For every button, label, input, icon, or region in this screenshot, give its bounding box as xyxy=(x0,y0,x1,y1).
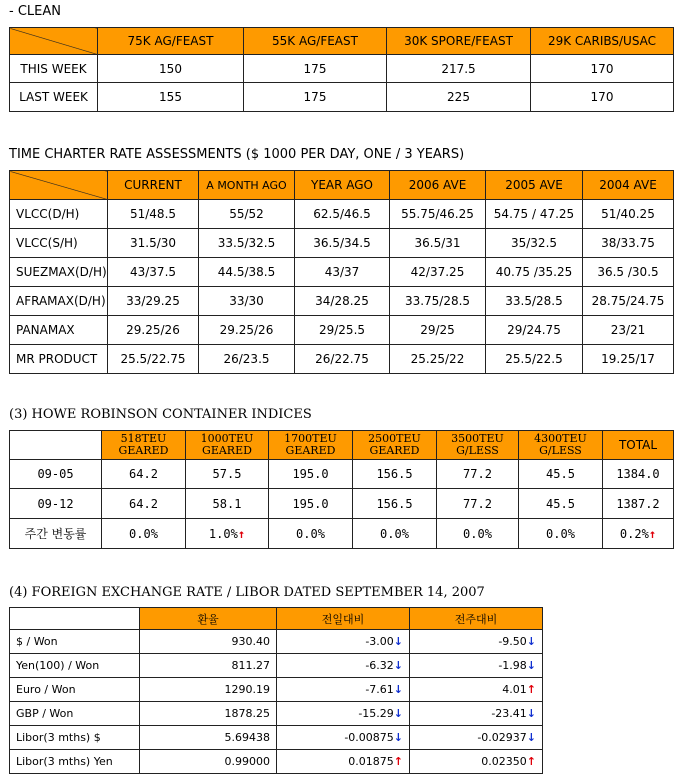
table-cell xyxy=(603,519,674,549)
header-line: GEARED xyxy=(202,444,252,457)
table-cell: 58.1 xyxy=(186,489,269,519)
change-value: 4.01 xyxy=(502,683,527,696)
down-arrow-icon: ↓ xyxy=(393,731,403,744)
change-value: 0.2% xyxy=(619,526,649,541)
table-row xyxy=(10,489,674,519)
day-change-cell xyxy=(277,726,410,750)
up-arrow-icon: ↑ xyxy=(526,683,536,696)
table-row xyxy=(10,726,543,750)
table-cell: 51/40.25 xyxy=(583,200,674,229)
header-line: 1000TEU xyxy=(200,432,254,445)
table-cell: 34/28.25 xyxy=(295,287,390,316)
table-cell: 156.5 xyxy=(353,460,437,489)
table-cell: 36.5/31 xyxy=(390,229,486,258)
table-cell: 31.5/30 xyxy=(108,229,199,258)
row-label: 주간 변동률 xyxy=(10,519,102,549)
table-row xyxy=(10,229,674,258)
table-cell: 217.5 xyxy=(387,55,531,83)
table-cell xyxy=(519,519,603,549)
clean-section-title: - CLEAN xyxy=(9,4,61,19)
column-header: 55K AG/FEAST xyxy=(244,28,387,55)
change-value: -23.41 xyxy=(491,707,527,720)
table-cell: 33.5/32.5 xyxy=(199,229,295,258)
table-row xyxy=(10,83,674,112)
column-header: TOTAL xyxy=(603,431,674,460)
row-label: VLCC(S/H) xyxy=(10,229,108,258)
table-cell: 156.5 xyxy=(353,489,437,519)
down-arrow-icon: ↓ xyxy=(526,635,536,648)
up-arrow-icon: ↑ xyxy=(526,755,536,768)
table-cell: 19.25/17 xyxy=(583,345,674,374)
row-label: GBP / Won xyxy=(10,702,140,726)
column-header xyxy=(186,431,269,460)
header-line: 518TEU xyxy=(120,432,167,445)
column-header: 환율 xyxy=(140,608,277,630)
table-row xyxy=(10,55,674,83)
week-change-cell xyxy=(410,678,543,702)
week-change-cell xyxy=(410,654,543,678)
table-cell: 175 xyxy=(244,55,387,83)
corner-cell xyxy=(10,28,98,55)
table-cell: 33/30 xyxy=(199,287,295,316)
table-row xyxy=(10,519,674,549)
column-header: YEAR AGO xyxy=(295,171,390,200)
time-charter-table xyxy=(9,170,674,374)
up-arrow-icon: ↑ xyxy=(393,755,403,768)
table-cell: 28.75/24.75 xyxy=(583,287,674,316)
row-label: PANAMAX xyxy=(10,316,108,345)
table-cell: 40.75 /35.25 xyxy=(486,258,583,287)
table-cell: 55.75/46.25 xyxy=(390,200,486,229)
row-label: Libor(3 mths) Yen xyxy=(10,750,140,774)
table-cell: 57.5 xyxy=(186,460,269,489)
table-cell: 26/22.75 xyxy=(295,345,390,374)
down-arrow-icon: ↓ xyxy=(393,635,403,648)
change-value: -1.98 xyxy=(498,659,527,672)
table-cell: 170 xyxy=(531,55,674,83)
row-label: MR PRODUCT xyxy=(10,345,108,374)
change-value: 0.0% xyxy=(463,526,492,541)
change-value: -3.00 xyxy=(365,635,394,648)
corner-cell xyxy=(10,171,108,200)
header-line: GEARED xyxy=(285,444,336,457)
howe-section-title: (3) HOWE ROBINSON CONTAINER INDICES xyxy=(9,407,312,422)
table-cell: 25.5/22.75 xyxy=(108,345,199,374)
day-change-cell xyxy=(277,678,410,702)
table-cell: 1384.0 xyxy=(603,460,674,489)
change-value: -9.50 xyxy=(498,635,527,648)
header-line: GEARED xyxy=(369,444,420,457)
row-label: $ / Won xyxy=(10,630,140,654)
table-cell: 55/52 xyxy=(199,200,295,229)
table-cell: 155 xyxy=(98,83,244,112)
table-cell: 29/25 xyxy=(390,316,486,345)
week-change-cell xyxy=(410,630,543,654)
table-cell xyxy=(269,519,353,549)
up-arrow-icon: ↑ xyxy=(237,526,246,541)
table-cell: 23/21 xyxy=(583,316,674,345)
table-row xyxy=(10,258,674,287)
table-cell: 1387.2 xyxy=(603,489,674,519)
row-label: VLCC(D/H) xyxy=(10,200,108,229)
table-cell: 35/32.5 xyxy=(486,229,583,258)
row-label: 09-12 xyxy=(10,489,102,519)
table-row xyxy=(10,630,543,654)
table-cell: 62.5/46.5 xyxy=(295,200,390,229)
change-value: -0.02937 xyxy=(477,731,527,744)
change-value: 0.0% xyxy=(380,526,409,541)
table-cell: 51/48.5 xyxy=(108,200,199,229)
column-header xyxy=(437,431,519,460)
table-cell: 29.25/26 xyxy=(108,316,199,345)
row-label: AFRAMAX(D/H) xyxy=(10,287,108,316)
table-row xyxy=(10,460,674,489)
rate-cell: 930.40 xyxy=(140,630,277,654)
up-arrow-icon: ↑ xyxy=(648,526,657,541)
day-change-cell xyxy=(277,702,410,726)
row-label: SUEZMAX(D/H) xyxy=(10,258,108,287)
table-cell: 33/29.25 xyxy=(108,287,199,316)
header-line: 2500TEU xyxy=(368,432,421,445)
table-cell: 64.2 xyxy=(102,460,186,489)
change-value: 0.02350 xyxy=(481,755,527,768)
day-change-cell xyxy=(277,654,410,678)
down-arrow-icon: ↓ xyxy=(526,659,536,672)
table-cell: 175 xyxy=(244,83,387,112)
howe-table xyxy=(9,430,674,549)
header-line: GEARED xyxy=(118,444,169,457)
table-row xyxy=(10,750,543,774)
down-arrow-icon: ↓ xyxy=(393,683,403,696)
rate-cell: 0.99000 xyxy=(140,750,277,774)
rate-cell: 5.69438 xyxy=(140,726,277,750)
change-value: 0.0% xyxy=(546,526,575,541)
table-cell: 26/23.5 xyxy=(199,345,295,374)
table-cell: 170 xyxy=(531,83,674,112)
table-cell: 45.5 xyxy=(519,489,603,519)
header-line: 4300TEU xyxy=(534,432,587,445)
change-value: 1.0% xyxy=(208,526,238,541)
week-change-cell xyxy=(410,726,543,750)
change-value: 0.0% xyxy=(129,526,158,541)
corner-cell xyxy=(10,431,102,460)
table-cell: 29/24.75 xyxy=(486,316,583,345)
row-label: 09-05 xyxy=(10,460,102,489)
clean-table xyxy=(9,27,674,112)
table-row xyxy=(10,702,543,726)
row-label: LAST WEEK xyxy=(10,83,98,112)
table-cell: 33.5/28.5 xyxy=(486,287,583,316)
table-row xyxy=(10,200,674,229)
column-header xyxy=(269,431,353,460)
rate-cell: 1290.19 xyxy=(140,678,277,702)
column-header: 전주대비 xyxy=(410,608,543,630)
table-cell: 25.5/22.5 xyxy=(486,345,583,374)
fx-section-title: (4) FOREIGN EXCHANGE RATE / LIBOR DATED SEPTEMBER 14, 2007 xyxy=(9,585,485,600)
table-cell: 38/33.75 xyxy=(583,229,674,258)
table-cell: 77.2 xyxy=(437,460,519,489)
down-arrow-icon: ↓ xyxy=(393,659,403,672)
column-header xyxy=(102,431,186,460)
column-header xyxy=(519,431,603,460)
table-row xyxy=(10,654,543,678)
corner-cell xyxy=(10,608,140,630)
table-cell: 36.5/34.5 xyxy=(295,229,390,258)
table-row xyxy=(10,678,543,702)
header-line: G/LESS xyxy=(456,444,499,457)
column-header: 전일대비 xyxy=(277,608,410,630)
row-label: Yen(100) / Won xyxy=(10,654,140,678)
change-value: 0.01875 xyxy=(348,755,394,768)
column-header: 2006 AVE xyxy=(390,171,486,200)
table-row xyxy=(10,345,674,374)
day-change-cell xyxy=(277,750,410,774)
change-value: -15.29 xyxy=(358,707,394,720)
header-line: 3500TEU xyxy=(451,432,504,445)
column-header: CURRENT xyxy=(108,171,199,200)
column-header: 2004 AVE xyxy=(583,171,674,200)
column-header: A MONTH AGO xyxy=(199,171,295,200)
week-change-cell xyxy=(410,702,543,726)
table-cell: 42/37.25 xyxy=(390,258,486,287)
row-label: Libor(3 mths) $ xyxy=(10,726,140,750)
table-cell: 225 xyxy=(387,83,531,112)
change-value: -0.00875 xyxy=(344,731,394,744)
table-cell: 77.2 xyxy=(437,489,519,519)
column-header xyxy=(353,431,437,460)
row-label: Euro / Won xyxy=(10,678,140,702)
table-cell: 25.25/22 xyxy=(390,345,486,374)
table-cell xyxy=(437,519,519,549)
down-arrow-icon: ↓ xyxy=(526,707,536,720)
change-value: 0.0% xyxy=(296,526,325,541)
down-arrow-icon: ↓ xyxy=(526,731,536,744)
table-cell: 195.0 xyxy=(269,489,353,519)
column-header: 2005 AVE xyxy=(486,171,583,200)
table-cell: 54.75 / 47.25 xyxy=(486,200,583,229)
table-cell xyxy=(186,519,269,549)
table-cell: 45.5 xyxy=(519,460,603,489)
fx-table xyxy=(9,607,543,774)
header-line: 1700TEU xyxy=(284,432,337,445)
change-value: -6.32 xyxy=(365,659,394,672)
table-cell: 64.2 xyxy=(102,489,186,519)
header-line: G/LESS xyxy=(539,444,582,457)
table-cell: 33.75/28.5 xyxy=(390,287,486,316)
table-cell xyxy=(102,519,186,549)
week-change-cell xyxy=(410,750,543,774)
rate-cell: 1878.25 xyxy=(140,702,277,726)
column-header: 30K SPORE/FEAST xyxy=(387,28,531,55)
table-cell xyxy=(353,519,437,549)
table-row xyxy=(10,287,674,316)
down-arrow-icon: ↓ xyxy=(393,707,403,720)
table-cell: 43/37 xyxy=(295,258,390,287)
table-cell: 44.5/38.5 xyxy=(199,258,295,287)
time-charter-section-title: TIME CHARTER RATE ASSESSMENTS ($ 1000 PER DAY, ONE / 3 YEARS) xyxy=(9,147,465,162)
column-header: 75K AG/FEAST xyxy=(98,28,244,55)
table-cell: 150 xyxy=(98,55,244,83)
table-cell: 195.0 xyxy=(269,460,353,489)
table-cell: 36.5 /30.5 xyxy=(583,258,674,287)
column-header: 29K CARIBS/USAC xyxy=(531,28,674,55)
row-label: THIS WEEK xyxy=(10,55,98,83)
change-value: -7.61 xyxy=(365,683,394,696)
table-cell: 43/37.5 xyxy=(108,258,199,287)
day-change-cell xyxy=(277,630,410,654)
table-cell: 29.25/26 xyxy=(199,316,295,345)
table-cell: 29/25.5 xyxy=(295,316,390,345)
rate-cell: 811.27 xyxy=(140,654,277,678)
table-row xyxy=(10,316,674,345)
